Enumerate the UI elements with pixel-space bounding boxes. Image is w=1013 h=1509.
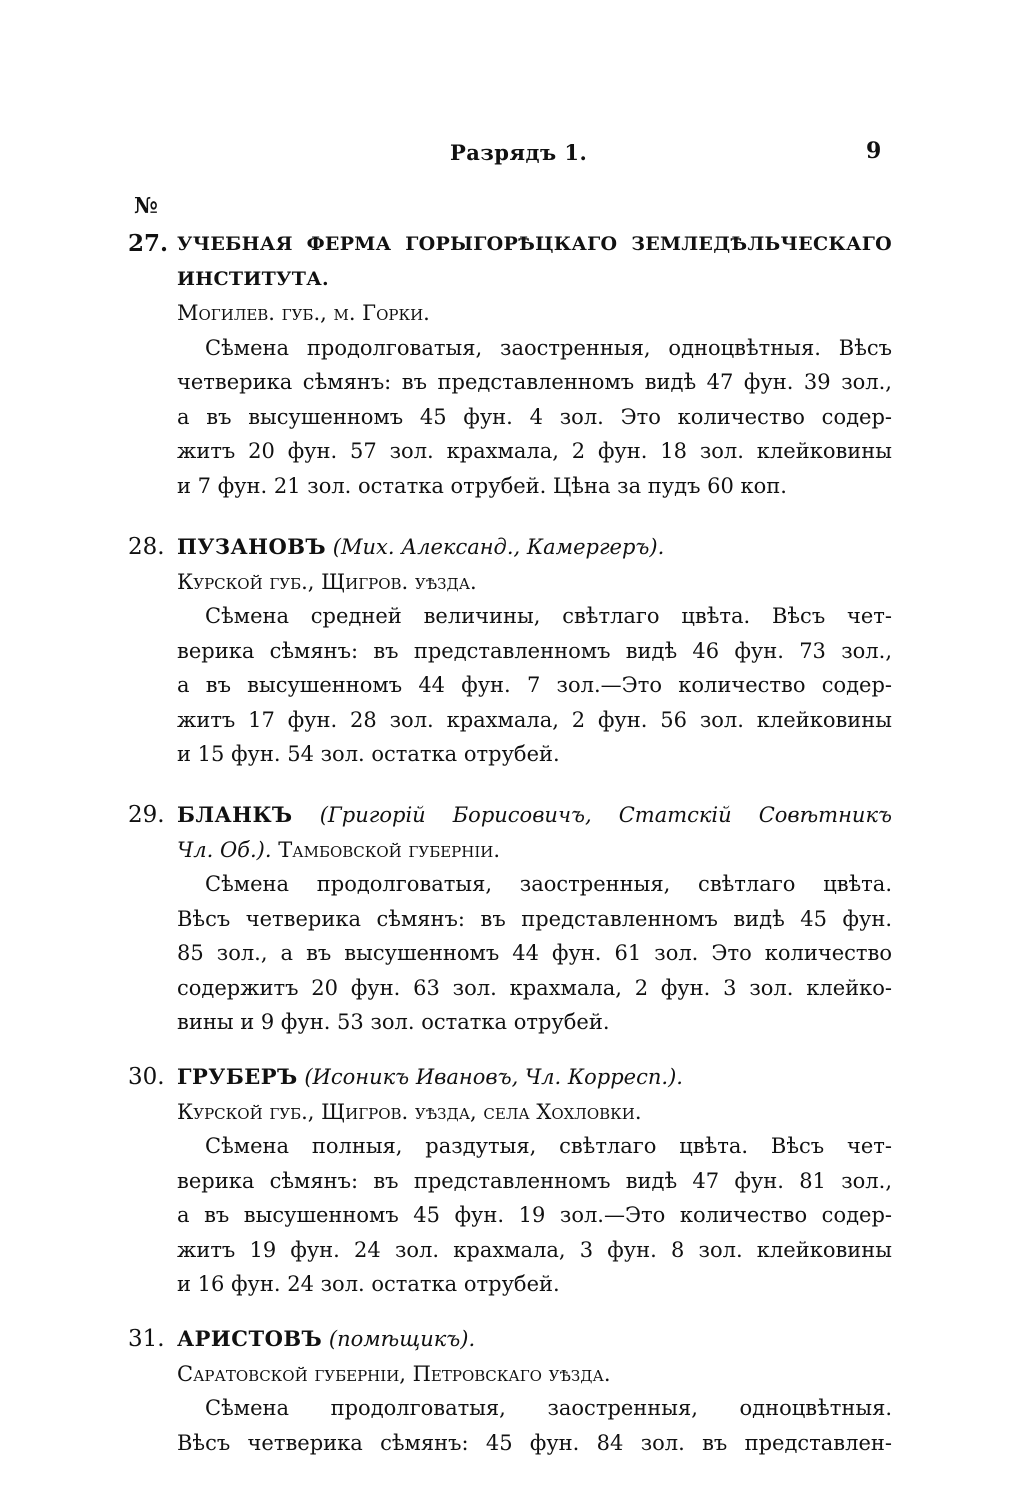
- entry-text-line: верика сѣмянъ: въ представленномъ видѣ 46 фун. 73 зол.,: [177, 638, 892, 663]
- entry-text-line: Сѣмена продолговатыя, заостренныя, свѣтлаго цвѣта.: [205, 872, 892, 896]
- entry-body: [177, 798, 892, 1040]
- entry-text-line: житъ 17 фун. 28 зол. крахмала, 2 фун. 56 зол. клейковины: [177, 707, 892, 732]
- entry-text-line: вины и 9 фун. 53 зол. остатка отрубей.: [177, 1010, 610, 1034]
- entry-heading: [177, 1060, 892, 1095]
- entry-body: [177, 530, 892, 772]
- entry-location: Курской губ., Щигров. уѣзда.: [177, 569, 477, 594]
- entry-text-line: и 15 фун. 54 зол. остатка отрубей.: [177, 742, 560, 766]
- entry-text-line: житъ 19 фун. 24 зол. крахмала, 3 фун. 8 зол. клейковины: [177, 1237, 892, 1262]
- entry-location: Могилев. губ., м. Горки.: [177, 301, 430, 325]
- entry-number: 29.: [128, 802, 165, 828]
- entry-number: 27.: [128, 230, 169, 257]
- entry-text-line: а въ высушенномъ 45 фун. 4 зол. Это количество содер-: [177, 404, 892, 429]
- entry-text-line: и 16 фун. 24 зол. остатка отрубей.: [177, 1272, 560, 1296]
- entry-number: 30.: [128, 1064, 165, 1090]
- entry-text-line: содержитъ 20 фун. 63 зол. крахмала, 2 фун. 3 зол. клейко-: [177, 975, 892, 1000]
- entry-detail: (Григорій Борисовичъ, Статскій Совѣтникъ: [319, 803, 892, 827]
- entry-number: 31.: [128, 1326, 165, 1352]
- entry-detail: (помѣщикъ).: [328, 1327, 476, 1351]
- entry-heading: [177, 798, 892, 833]
- page-number: 9: [866, 138, 882, 164]
- entry-text-line: 85 зол., а въ высушенномъ 44 фун. 61 зол. Это количество: [177, 941, 892, 965]
- entry-text-line: а въ высушенномъ 45 фун. 19 зол.—Это количество содер-: [177, 1203, 892, 1227]
- entry-text-line: верика сѣмянъ: въ представленномъ видѣ 47 фун. 81 зол.,: [177, 1168, 892, 1193]
- entry-body: [177, 1060, 892, 1302]
- entry-name: ПУЗАНОВЪ: [177, 534, 327, 559]
- entry-text-line: житъ 20 фун. 57 зол. крахмала, 2 фун. 18 зол. клейковины: [177, 439, 892, 463]
- entry-heading: [177, 1322, 892, 1357]
- entry-name: БЛАНКЪ: [177, 802, 293, 827]
- entry-location: Тамбовской губерніи.: [278, 837, 501, 862]
- entry-heading-cont: [177, 833, 892, 868]
- entry-text-line: четверика сѣмянъ: въ представленномъ видѣ 47 фун. 39 зол.,: [177, 370, 892, 394]
- entry-text-line: Сѣмена продолговатыя, заостренныя, одноцвѣтныя.: [205, 1396, 892, 1420]
- entry-location: Курской губ., Щигров. уѣзда, села Хохловки.: [177, 1099, 642, 1124]
- entry-text-line: Вѣсъ четверика сѣмянъ: 45 фун. 84 зол. въ представлен-: [177, 1430, 892, 1455]
- entry-detail: (Мих. Александ., Камергеръ).: [332, 535, 665, 559]
- entry-body: [177, 227, 892, 503]
- entry-number: 28.: [128, 534, 165, 560]
- entry-title: УЧЕБНАЯ ФЕРМА ГОРЫГОРѢЦКАГО ЗЕМЛЕДѢЛЬЧЕСКАГО: [177, 233, 892, 255]
- entry-detail: (Исоникъ Ивановъ, Чл. Корресп.).: [304, 1065, 683, 1089]
- entry-text-line: Вѣсъ четверика сѣмянъ: въ представленномъ видѣ 45 фун.: [177, 906, 892, 931]
- entry-text-line: а въ высушенномъ 44 фун. 7 зол.—Это количество содер-: [177, 673, 892, 697]
- numero-sign: №: [134, 193, 158, 219]
- entry-text-line: Сѣмена полныя, раздутыя, свѣтлаго цвѣта. Вѣсъ чет-: [205, 1134, 892, 1158]
- entry-name: АРИСТОВЪ: [177, 1326, 323, 1351]
- entry-text-line: Сѣмена продолговатыя, заостренныя, одноцвѣтныя. Вѣсъ: [205, 335, 892, 360]
- entry-body: [177, 1322, 892, 1460]
- entry-text-line: и 7 фун. 21 зол. остатка отрубей. Цѣна за пудъ 60 коп.: [177, 473, 787, 498]
- entry-location: Саратовской губерніи, Петровскаго уѣзда.: [177, 1361, 611, 1386]
- entry-heading: [177, 530, 892, 565]
- running-head: Разрядъ 1.: [450, 140, 588, 165]
- entry-title-cont: ИНСТИТУТА.: [177, 267, 329, 290]
- entry-name: ГРУБЕРЪ: [177, 1064, 298, 1089]
- entry-text-line: Сѣмена средней величины, свѣтлаго цвѣта. Вѣсъ чет-: [205, 604, 892, 628]
- entry-detail-cont: Чл. Об.).: [177, 837, 272, 862]
